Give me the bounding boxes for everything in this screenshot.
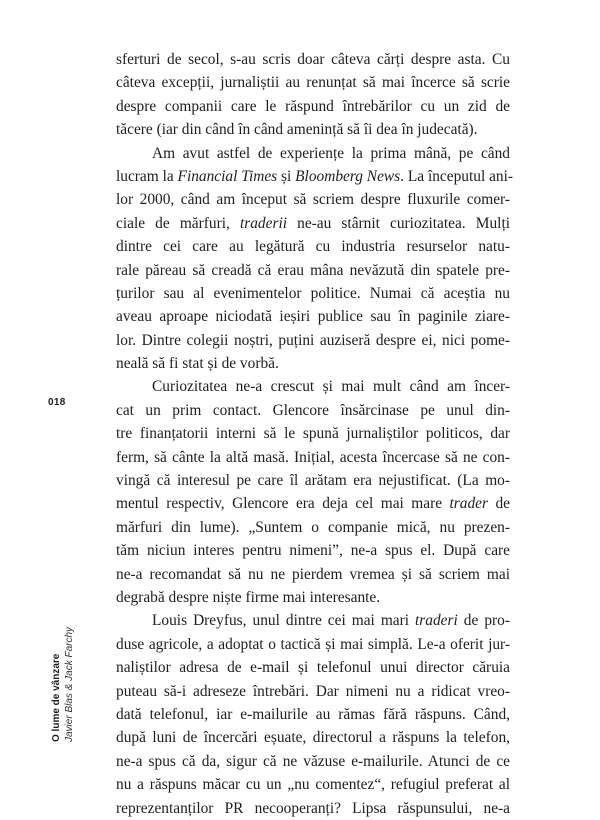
- text-line: Am avut astfel de experiențe la prima mână, pe când: [152, 144, 510, 162]
- text-line: cat un prim contact. Glencore însărcinase pe unul din-: [116, 401, 510, 419]
- text-line: ciale de mărfuri, traderii ne-au stârnit curiozitatea. Mulți: [116, 214, 510, 232]
- text-line: vingă că interesul pe care îl arătam era nejustificat. (La mo-: [116, 472, 510, 490]
- text-line: după luni de încercări eșuate, directorul a răspuns la telefon,: [116, 729, 510, 747]
- text-line: tre finanțatorii interni să le spună jurnaliștilor politicos, dar: [116, 425, 510, 443]
- text-line: degrabă despre niște firme mai interesante.: [116, 588, 381, 606]
- text-line: neală să fi stat și de vorbă.: [116, 355, 279, 373]
- text-line: ferm, să cânte la altă masă. Inițial, acesta încercase să ne con-: [116, 448, 510, 466]
- text-line: dată telefonul, iar e-mailurile au rămas fără răspuns. Când,: [116, 705, 510, 723]
- text-line: mentul respectiv, Glencore era deja cel mai mare trader de: [116, 495, 510, 513]
- text-line: rale păreau să creadă că erau mâna nevăzută din spatele pre-: [116, 261, 510, 279]
- book-authors: Javier Blas & Jack Farchy: [64, 626, 75, 742]
- text-line: Curiozitatea ne-a crescut și mai mult când am încer-: [152, 378, 510, 396]
- text-line: sferturi de secol, s-au scris doar câteva cărți despre asta. Cu: [116, 51, 510, 68]
- text-line: ne-a recomandat să nu ne pierdem vremea și să scriem mai: [116, 565, 510, 583]
- text-line: câteva excepții, jurnaliștii au renunțat să mai încerce să scrie: [116, 74, 510, 92]
- text-line: dintre cei care au legătură cu industria resurselor natu-: [116, 238, 510, 256]
- paragraph: [116, 609, 510, 820]
- book-title: O lume de vânzare: [51, 653, 62, 742]
- text-line: naliștilor adresa de e-mail și telefonul unui director căruia: [116, 659, 510, 677]
- text-line: mărfuri din lume). „Suntem o companie mică, nu prezen-: [116, 518, 510, 536]
- italic-term: traderii: [239, 214, 287, 232]
- italic-term: Financial Times: [177, 167, 278, 185]
- text-line: lor 2000, când am început să scriem despre fluxurile comer-: [116, 191, 510, 209]
- text-line: Louis Dreyfus, unul dintre cei mai mari traderi de pro-: [152, 612, 510, 630]
- text-line: lor. Dintre colegii noștri, puțini auziseră despre ei, nici pome-: [116, 331, 510, 349]
- page-number: 018: [48, 397, 66, 408]
- body-text: [116, 48, 513, 820]
- paragraph: [116, 48, 510, 142]
- italic-term: traderi: [415, 612, 458, 630]
- text-line: nu a răspuns măcar cu un „nu comentez“, refugiul preferat al: [116, 776, 510, 794]
- text-line: ne-a spus că da, sigur că ne văzuse e-mailurile. Atunci de ce: [116, 752, 510, 770]
- italic-term: trader: [449, 495, 488, 513]
- text-line: despre companii care le răspund întrebărilor cu un zid de: [116, 97, 510, 115]
- paragraph: [116, 142, 513, 376]
- text-line: puteau să-i adreseze întrebări. Dar nimeni nu a ridicat vreo-: [116, 682, 510, 700]
- running-title: [50, 627, 76, 742]
- text-line: tăm niciun interes pentru nimeni”, ne-a spus el. După care: [116, 542, 510, 560]
- paragraph: [116, 375, 510, 609]
- text-line: aveau aproape niciodată ieșiri publice sau în paginile ziare-: [116, 308, 510, 326]
- text-line: duse agricole, a adoptat o tactică și mai simplă. Le-a oferit jur-: [116, 635, 510, 653]
- italic-term: Bloomberg News: [295, 167, 401, 185]
- text-line: tăcere (iar din când în când amenință să îi dea în judecată).: [116, 121, 478, 139]
- text-line: țurilor sau al evenimentelor politice. Numai că aceștia nu: [116, 284, 510, 302]
- text-line: reprezentanților PR necooperanți? Lipsa răspunsului, ne-a: [116, 799, 510, 817]
- text-line: lucram la Financial Times și Bloomberg News. La începutul ani-: [116, 167, 513, 185]
